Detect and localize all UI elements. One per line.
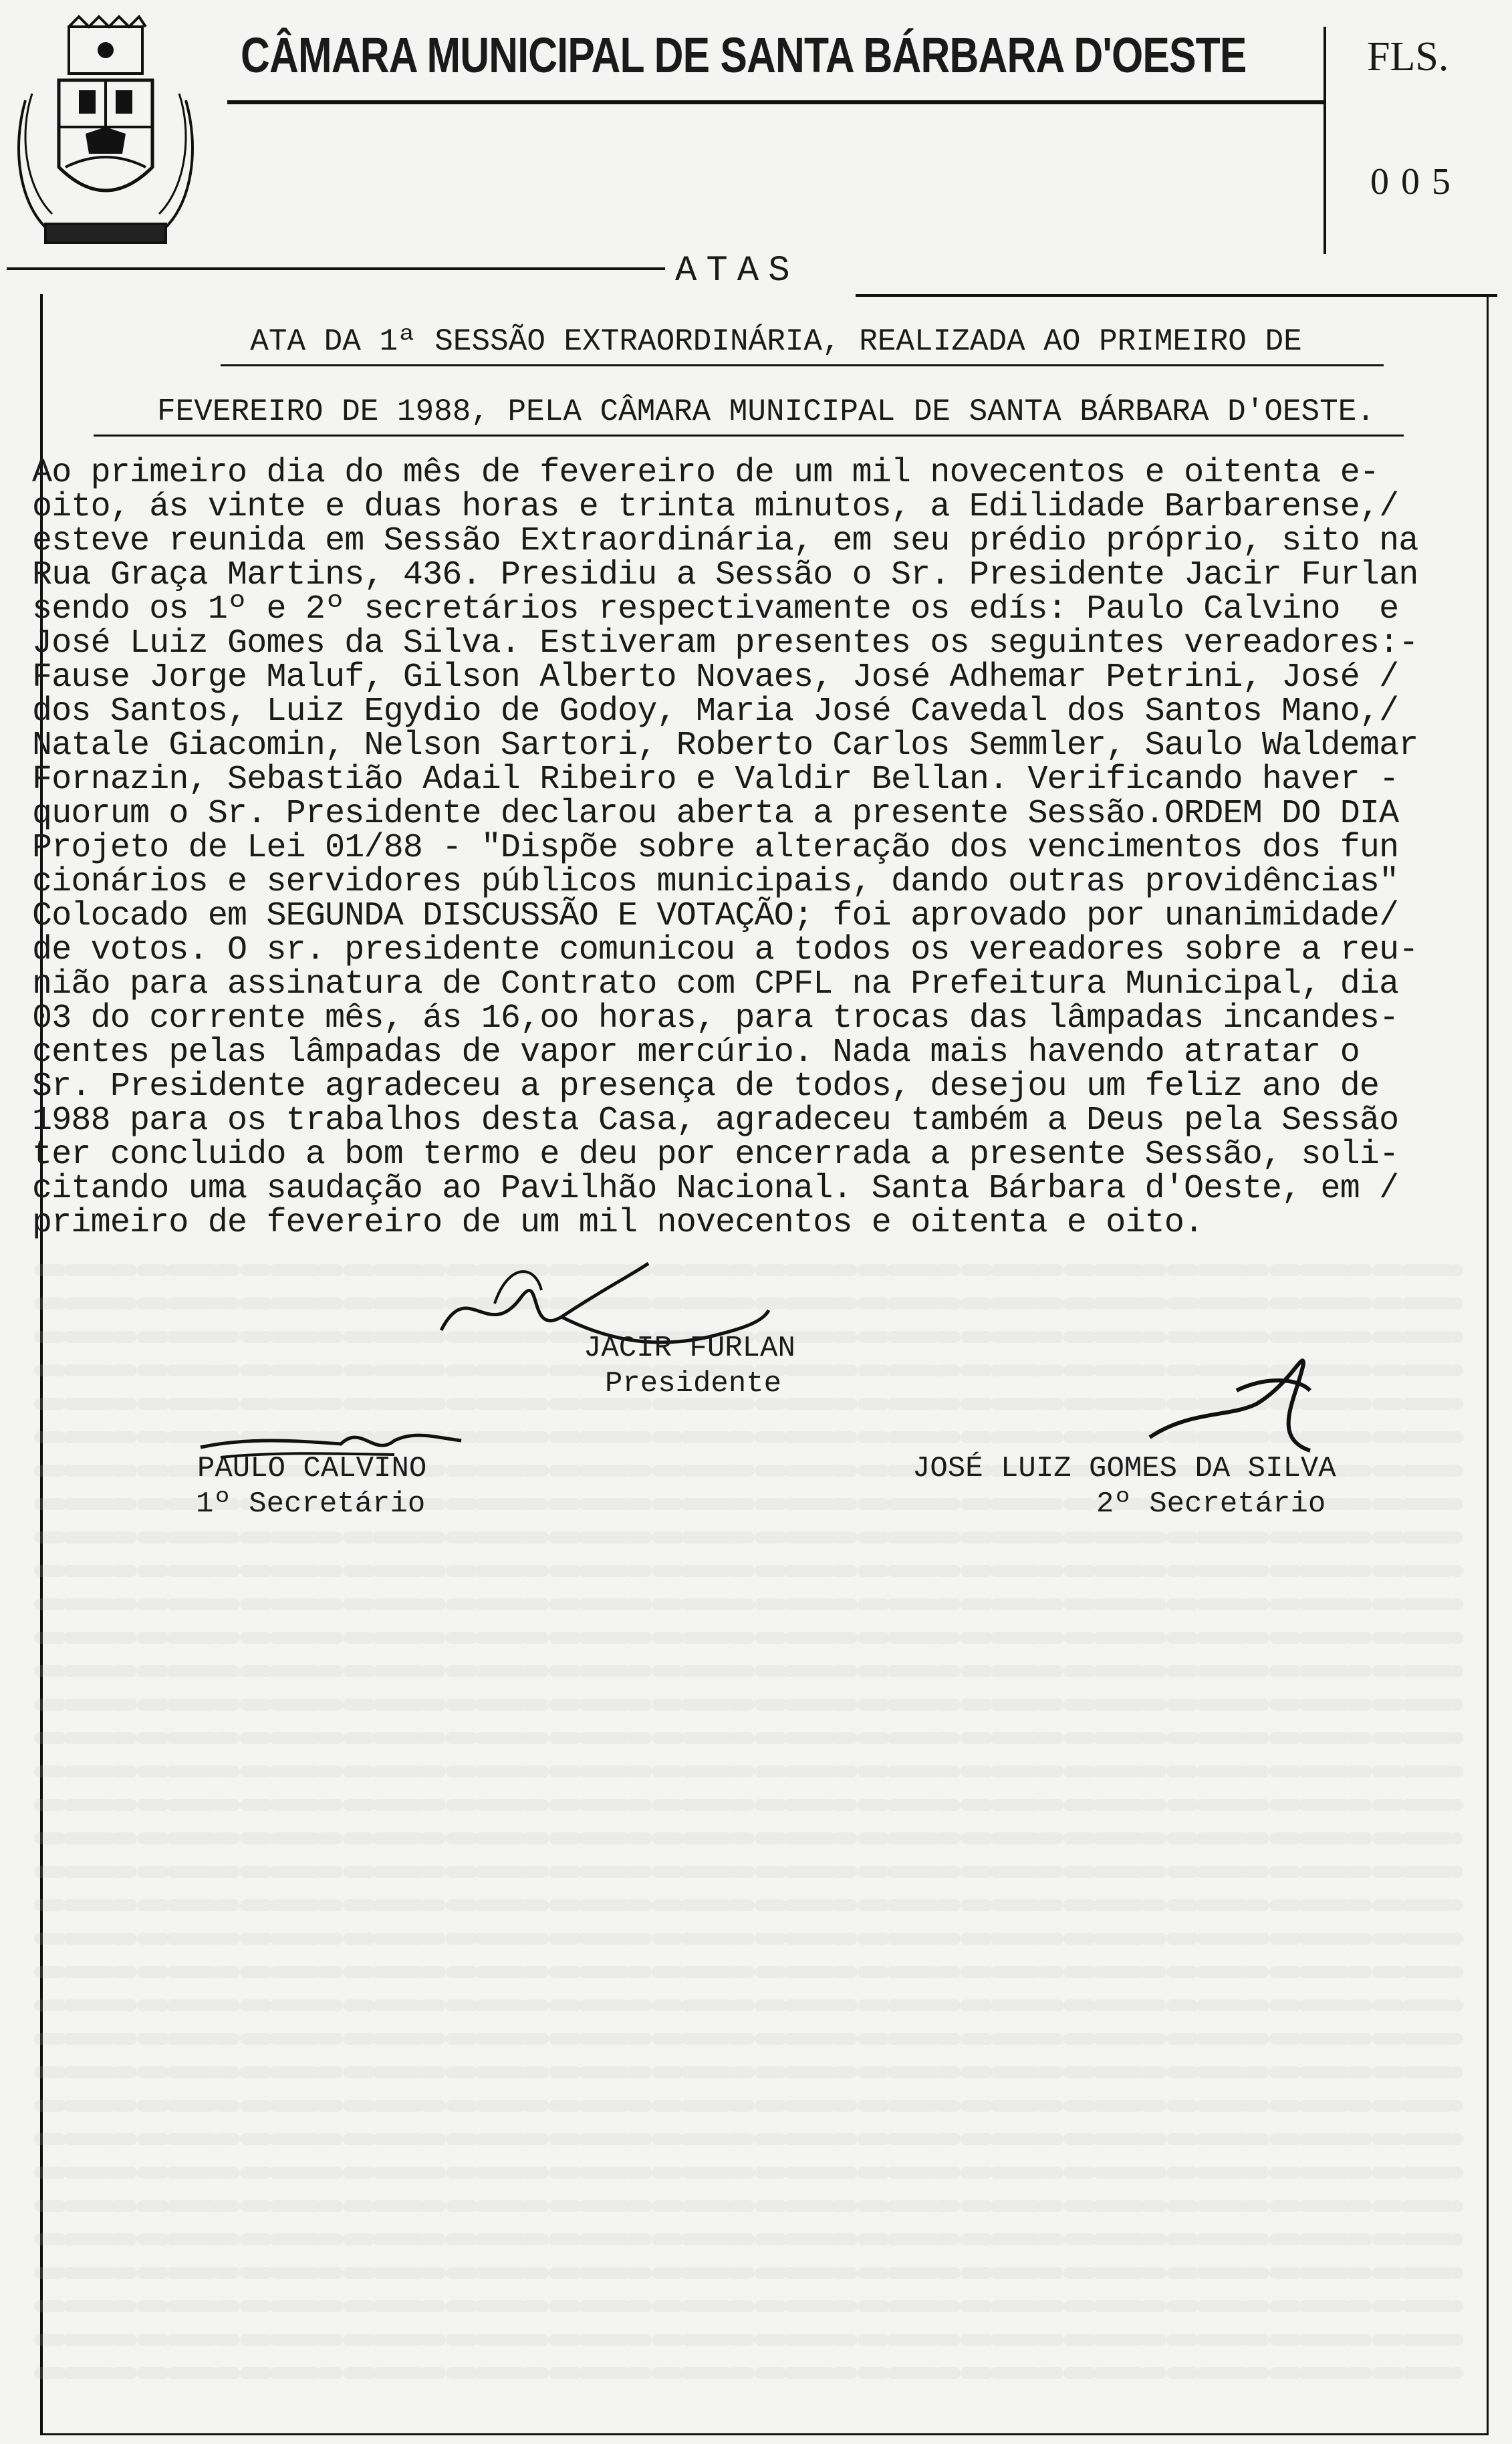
president-role: Presidente (605, 1367, 782, 1400)
header-divider (1324, 27, 1326, 254)
second-secretary-name: JOSÉ LUIZ GOMES DA SILVA (912, 1452, 1336, 1485)
folio-label: FLS. (1367, 34, 1449, 80)
second-secretary-role: 2º Secretário (1096, 1487, 1326, 1521)
minutes-title-line-2: FEVEREIRO DE 1988, PELA CÂMARA MUNICIPAL DE SANTA BÁRBARA D'OESTE. (157, 394, 1375, 429)
president-name: JACIR FURLAN (584, 1332, 795, 1365)
chamber-name-heading: CÂMARA MUNICIPAL DE SANTA BÁRBARA D'OESTE (241, 27, 1247, 83)
title-underline (94, 435, 1404, 437)
section-rule (7, 267, 665, 270)
title-underline (221, 364, 1384, 366)
section-label: ATAS (675, 251, 799, 291)
minutes-title-line-1: ATA DA 1ª SESSÃO EXTRAORDINÁRIA, REALIZADA AO PRIMEIRO DE (250, 324, 1302, 359)
header-rule (227, 100, 1324, 104)
folio-number: 005 (1370, 161, 1463, 203)
municipal-crest-logo (5, 13, 206, 254)
second-secretary-signature (1136, 1337, 1377, 1471)
minutes-body: Ao primeiro dia do mês de fevereiro de um mil novecentos e oitenta e- oito, ás vinte e duas horas e trinta minutos, a Edilidade Barbarense,/ esteve reunida em Sessão Extraordinária, em seu prédio próprio, sito na Rua Graça Martins, 436. Presidiu a Sessão o Sr. Presidente Jacir Furlan sendo os 1º e 2º secretários respectivamente os edís: Paulo Calvino e José Luiz Gomes da Silva. Estiveram presentes os seguintes vereadores:- Fause Jorge Maluf, Gilson Alberto Novaes, José Adhemar Petrini, José / dos Santos, Luiz Egydio de Godoy, Maria José Cavedal dos Santos Mano,/ Natale Giacomin, Nelson Sartori, Roberto Carlos Semmler, Saulo Waldemar Fornazin, Sebastião Adail Ribeiro e Valdir Bellan. Verificando haver - quorum o Sr. Presidente declarou aberta a presente Sessão.ORDEM DO DIA Projeto de Lei 01/88 - "Dispõe sobre alteração dos vencimentos dos fun cionários e servidores públicos municipais, dando outras providências" Colocado em SEGUNDA DISCUSSÃO E VOTAÇÃO; foi aprovado por unanimidade/ de votos. O sr. presidente comunicou a todos os vereadores sobre a reu- nião para assinatura de Contrato com CPFL na Prefeitura Municipal, dia 03 do corrente mês, ás 16,oo horas, para trocas das lâmpadas incandes- centes pelas lâmpadas de vapor mercúrio. Nada mais havendo atratar o Sr. Presidente agradeceu a presença de todos, desejou um feliz ano de 1988 para os trabalhos desta Casa, agradeceu também a Deus pela Sessão ter concluido a bom termo e deu por encerrada a presente Sessão, soli- citando uma saudação ao Pavilhão Nacional. Santa Bárbara d'Oeste, em / primeiro de fevereiro de um mil novecentos e oitenta e oito. (32, 454, 1418, 1242)
first-secretary-name: PAULO CALVINO (197, 1452, 427, 1485)
first-secretary-role: 1º Secretário (196, 1487, 426, 1521)
